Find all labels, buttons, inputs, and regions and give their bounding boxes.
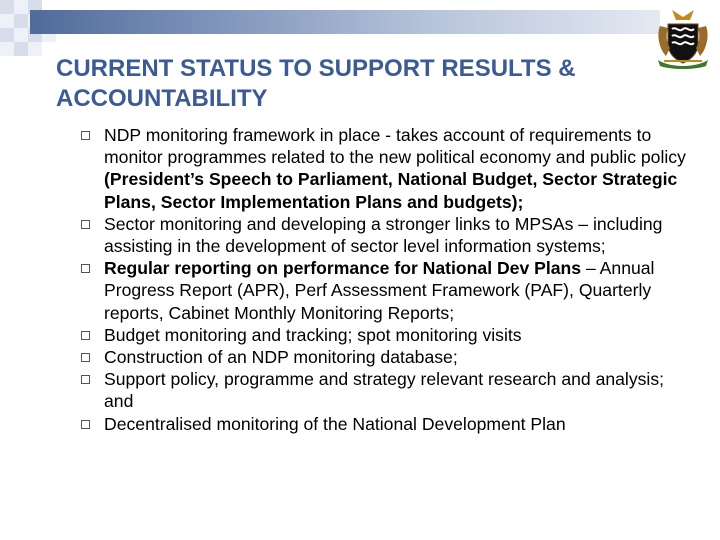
slide-title (56, 54, 676, 114)
bullet-text: Support policy, programme and strategy relevant research and analysis; and (104, 369, 665, 412)
bullet-text: NDP monitoring framework in place - takes account of requirements to monitor programmes related to the new political economy and public policy (104, 125, 686, 168)
square-bullet-icon (81, 353, 90, 362)
bullet-item-decentralised-monitoring (78, 413, 688, 435)
square-bullet-icon (81, 375, 90, 384)
bullet-text: Construction of an NDP monitoring database; (104, 347, 458, 368)
bullet-text: Decentralised monitoring of the National Development Plan (104, 413, 566, 434)
square-bullet-icon (81, 220, 90, 229)
bullet-item-budget-monitoring (78, 324, 688, 346)
bullet-text: Sector monitoring and developing a stronger links to MPSAs – including assisting in the development of sector level information systems; (104, 213, 663, 257)
slide-title-line-1: CURRENT STATUS TO SUPPORT RESULTS & (56, 55, 576, 82)
square-bullet-icon (81, 131, 90, 140)
bullet-bold-text: (President’s Speech to Parliament, National Budget, Sector Strategic Plans, Sector Implementation Plans and budgets); (104, 169, 678, 212)
header-gradient-bar (30, 10, 660, 34)
bullet-bold-text: Regular reporting on performance for National Dev Plans (104, 258, 582, 279)
bullet-text: Budget monitoring and tracking; spot monitoring visits (104, 324, 522, 345)
bullet-item-regular-reporting (78, 257, 688, 324)
square-bullet-icon (81, 331, 90, 340)
bullet-text: – Annual Progress Report (APR), Perf Assessment Framework (PAF), Quarterly reports, Cabinet Monthly Monitoring Reports; (104, 258, 655, 323)
bullet-item-monitoring-database (78, 346, 688, 368)
bullet-item-ndp-framework (78, 124, 688, 213)
bullet-list (78, 124, 688, 435)
slide-title-line-2: ACCOUNTABILITY (56, 85, 268, 112)
bullet-item-research-analysis (78, 368, 688, 412)
bullet-item-sector-monitoring (78, 213, 688, 257)
square-bullet-icon (81, 420, 90, 429)
square-bullet-icon (81, 264, 90, 273)
